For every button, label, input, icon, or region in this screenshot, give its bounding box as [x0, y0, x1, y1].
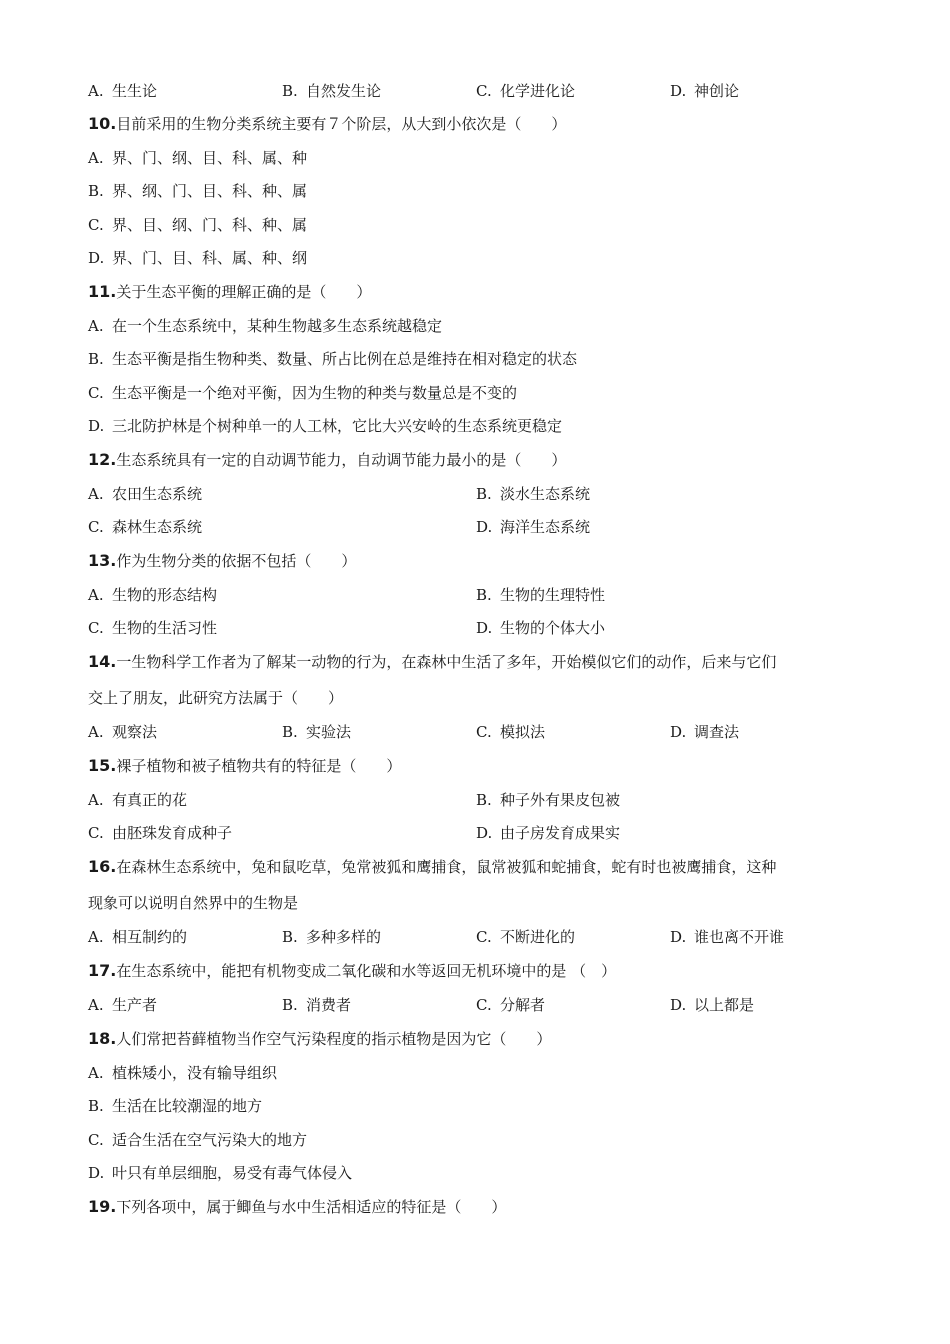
option-a: A. 农田生态系统 [88, 485, 203, 503]
q13-stem: 13.作为生物分类的依据不包括（ ） [88, 551, 357, 570]
q11-option-a: A. 在一个生态系统中，某种生物越多生态系统越稳定 [88, 317, 443, 335]
q18-option-b: B. 生活在比较潮湿的地方 [88, 1097, 263, 1115]
q10-option-b: B. 界、纲、门、目、科、种、属 [88, 182, 308, 200]
q11-stem: 11.关于生态平衡的理解正确的是（ ） [88, 282, 372, 301]
q14-stem-continued: 交上了朋友，此研究方法属于（ ） [88, 689, 344, 707]
q10-option-d: D. 界、门、目、科、属、种、纲 [88, 249, 308, 267]
option-d: D. 以上都是 [670, 996, 755, 1014]
q10-option-c: C. 界、目、纲、门、科、种、属 [88, 216, 308, 234]
option-a: A. 相互制约的 [88, 928, 188, 946]
option-d: D. 生物的个体大小 [476, 619, 606, 637]
option-c: C. 由胚珠发育成种子 [88, 824, 233, 842]
option-b: B. 生物的生理特性 [476, 586, 606, 604]
option-c: C. 化学进化论 [476, 82, 576, 100]
q11-option-c: C. 生态平衡是一个绝对平衡，因为生物的种类与数量总是不变的 [88, 384, 518, 402]
q11-option-b: B. 生态平衡是指生物种类、数量、所占比例在总是维持在相对稳定的状态 [88, 350, 578, 368]
option-c: C. 不断进化的 [476, 928, 576, 946]
q12-stem: 12.生态系统具有一定的自动调节能力，自动调节能力最小的是（ ） [88, 450, 567, 469]
q14-stem: 14.一生物科学工作者为了解某一动物的行为，在森林中生活了多年，开始模似它们的动作，后来与它们 [88, 652, 777, 671]
q15-stem: 15.裸子植物和被子植物共有的特征是（ ） [88, 756, 402, 775]
option-b: B. 种子外有果皮包被 [476, 791, 621, 809]
option-a: A. 生物的形态结构 [88, 586, 218, 604]
option-a: A. 生生论 [88, 82, 158, 100]
q18-option-a: A. 植株矮小，没有输导组织 [88, 1064, 278, 1082]
option-c: C. 分解者 [476, 996, 546, 1014]
q19-stem: 19.下列各项中，属于鲫鱼与水中生活相适应的特征是（ ） [88, 1197, 507, 1216]
q18-option-d: D. 叶只有单层细胞，易受有毒气体侵入 [88, 1164, 353, 1182]
q18-stem: 18.人们常把苔藓植物当作空气污染程度的指示植物是因为它（ ） [88, 1029, 552, 1048]
option-a: A. 生产者 [88, 996, 158, 1014]
q16-stem: 16.在森林生态系统中，兔和鼠吃草，兔常被狐和鹰捕食，鼠常被狐和蛇捕食，蛇有时也被鹰捕食，这种 [88, 857, 777, 876]
option-b: B. 淡水生态系统 [476, 485, 591, 503]
option-d: D. 调查法 [670, 723, 740, 741]
option-b: B. 多种多样的 [282, 928, 382, 946]
option-a: A. 观察法 [88, 723, 158, 741]
option-c: C. 森林生态系统 [88, 518, 203, 536]
q17-stem: 17.在生态系统中，能把有机物变成二氧化碳和水等返回无机环境中的是 （ ） [88, 961, 617, 980]
option-a: A. 有真正的花 [88, 791, 188, 809]
option-d: D. 神创论 [670, 82, 740, 100]
option-b: B. 自然发生论 [282, 82, 382, 100]
option-b: B. 实验法 [282, 723, 352, 741]
q10-stem: 10.目前采用的生物分类系统主要有７个阶层，从大到小依次是（ ） [88, 114, 567, 133]
option-b: B. 消费者 [282, 996, 352, 1014]
q18-option-c: C. 适合生活在空气污染大的地方 [88, 1131, 308, 1149]
option-d: D. 海洋生态系统 [476, 518, 591, 536]
q16-stem-continued: 现象可以说明自然界中的生物是 [88, 894, 299, 912]
option-c: C. 生物的生活习性 [88, 619, 218, 637]
q11-option-d: D. 三北防护林是个树种单一的人工林，它比大兴安岭的生态系统更稳定 [88, 417, 563, 435]
option-c: C. 模拟法 [476, 723, 546, 741]
q10-option-a: A. 界、门、纲、目、科、属、种 [88, 149, 308, 167]
option-d: D. 由子房发育成果实 [476, 824, 621, 842]
option-d: D. 谁也离不开谁 [670, 928, 785, 946]
